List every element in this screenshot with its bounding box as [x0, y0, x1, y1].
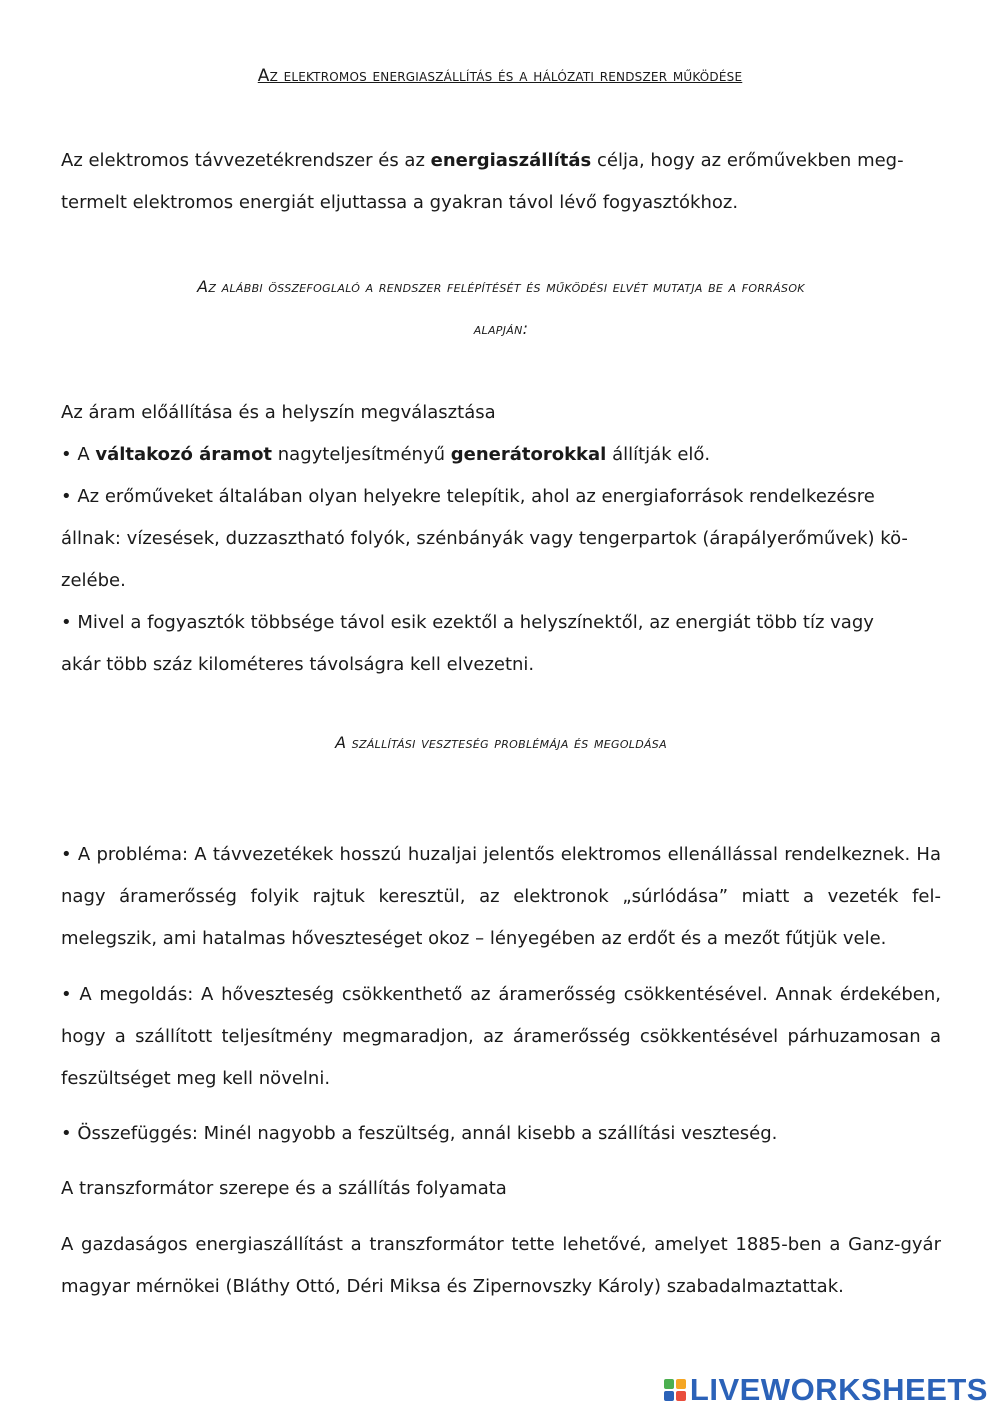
bullet-plant-location: • Az erőműveket általában olyan helyekre telepítik, ahol az energiaforrások rendelkezésre — [61, 486, 875, 507]
section1-subtitle: Az áram előállítása és a helyszín megválasztása — [61, 402, 496, 423]
relation-paragraph: • Összefüggés: Minél nagyobb a feszültség, annál kisebb a szállítási veszteség. — [61, 1123, 778, 1144]
liveworksheets-brand[interactable] — [664, 1372, 988, 1408]
page-title: Az elektromos energiaszállítás és a hálózati rendszer működése — [257, 66, 743, 86]
summary-heading: Az alábbi összefoglaló a rendszer felépítését és működési elvét mutatja be a források alapján: — [197, 277, 805, 338]
intro-paragraph: Az elektromos távvezetékrendszer és az energiaszállítás célja, hogy az erőművekben meg- termelt elektromos energiát eljuttassa a gyakran távol lévő fogyasztókhoz. — [61, 150, 904, 213]
problem-paragraph: • A probléma: A távvezetékek hosszú huzaljai jelentős elektromos ellenállással rendelkeznek. Ha nagy áramerősség folyik rajtuk keresztül, az elektronok „súrlódása” miatt a vezeték fel-melegszik, ami hatalmas hőveszteséget okoz – lényegében az erdőt és a mezőt fűtjük vele. — [61, 844, 941, 949]
transformer-paragraph: A gazdaságos energiaszállítást a transzformátor tette lehetővé, amelyet 1885-ben a Ganz-gyár magyar mérnökei (Bláthy Ottó, Déri Miksa és Zipernovszky Károly) szabadalmaztattak. — [61, 1234, 941, 1297]
bullet-generators: • A váltakozó áramot nagyteljesítményű generátorokkal állítják elő. — [61, 444, 711, 465]
keyword-energiaszallitas: energiaszállítás — [430, 150, 592, 171]
liveworksheets-logo-icon — [664, 1379, 686, 1401]
section1-block: Az áram előállítása és a helyszín megválasztása • A váltakozó áramot nagyteljesítményű generátorokkal állítják elő. • Az erőműveket általában olyan helyekre telepítik, ahol az energiaforrások rendelkezésre állnak: vízesések, duzzasztható folyók, szénbányák vagy tengerpartok (árapályerőművek) kö- zelébe. • Mivel a fogyasztók többsége távol esik ezektől a helyszínektől, az energiát több tíz vagy akár több száz kilométeres távolságra kell elvezetni. — [61, 392, 941, 686]
brand-name: LIVEWORKSHEETS — [689, 1372, 988, 1407]
section3-subtitle: A transzformátor szerepe és a szállítás folyamata — [61, 1178, 507, 1199]
section2-heading: A szállítási veszteség problémája és megoldása — [335, 733, 667, 752]
solution-paragraph: • A megoldás: A hőveszteség csökkenthető az áramerősség csökkentésével. Annak érdekében, hogy a szállított teljesítmény megmaradjon, az áramerősség csökkentésével párhuzamosan a feszültséget meg kell növelni. — [61, 984, 941, 1089]
bullet-distance: • Mivel a fogyasztók többsége távol esik ezektől a helyszínektől, az energiát több tíz vagy — [61, 612, 874, 633]
